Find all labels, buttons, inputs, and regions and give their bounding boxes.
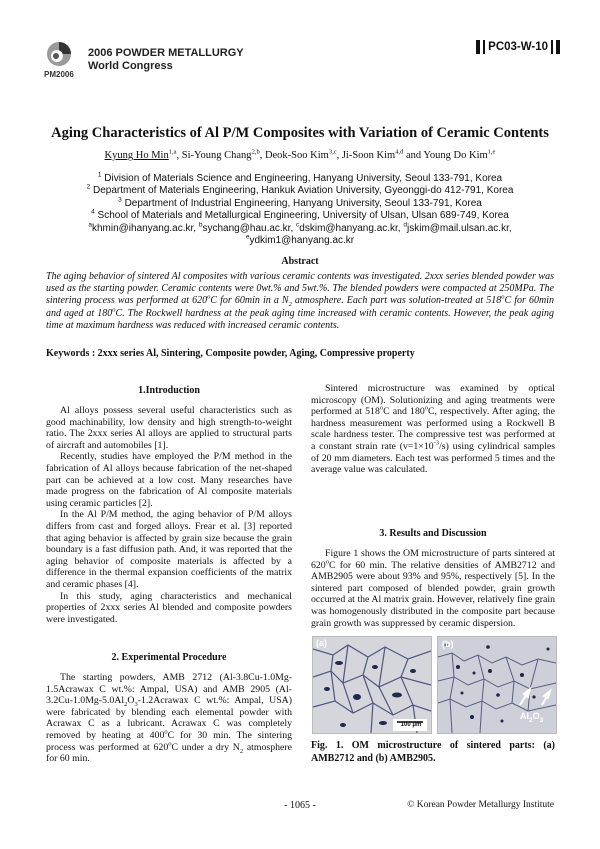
author-name: Ji-Soon Kim <box>341 150 396 161</box>
introduction-heading: 1.Introduction <box>138 385 200 396</box>
paper-title: Aging Characteristics of Al P/M Composites with Variation of Ceramic Contents <box>51 125 549 141</box>
author-name: Kyung Ho Min <box>104 150 169 161</box>
experimental-body: The starting powders, AMB 2712 (Al-3.8Cu-1.0Mg-1.5Acrawax C wt.%: Ampal, USA) and AMB 2905 ($Al-3.2Cu-1.0Mg-5.0Al_2O_3-1.2Acrawax$ C wt.%: Ampal, USA) were fabricated by blending each elemental powder with Acrawax C as a lubricant. Acrawax C was completely removed by heating at 400$^o$C for 30 min. The sintering process was performed at 620$^o$C under a dry $N_2$ atmosphere for 60 min. <box>46 672 292 765</box>
paper-code: PC03-W-10 <box>488 41 548 53</box>
micrograph-a-image <box>313 637 431 733</box>
figure-label-b: (b) <box>442 639 454 649</box>
author-name: Deok-Soo Kim <box>264 150 329 161</box>
email-line: $^a$khmin@ihanyang.ac.kr, $^b$sychang@hau.ac.kr, $^c$dskim@hanyang.ac.kr, $^d$jskim@mail.ulsan.ac.kr, <box>88 221 512 234</box>
author-name: Si-Young Chang <box>181 150 252 161</box>
figure-label-a: (a) <box>316 638 327 648</box>
conference-name: 2006 POWDER METALLURGY World Congress <box>88 47 244 72</box>
paper-code-badge <box>476 40 560 54</box>
micrograph-a <box>312 636 432 734</box>
page-number: - 1065 - <box>284 800 316 811</box>
micrograph-b <box>437 636 557 734</box>
copyright: © Korean Powder Metallurgy Institute <box>407 800 554 810</box>
abstract-text: The aging behavior of sintered Al composites with various ceramic contents was investigated. 2xxx series blended powder was used as the starting powder. Ceramic contents were 0wt.% and 5wt.%. The blended powders were compacted at 250MPa. The sintering process was performed at 620$^o$C for 60min in a $N_2$ atmosphere. Each part was solution-treated at 518$^o$C for 60min and aged at 180$^o$C. The Rockwell hardness at the peak aging time increased with ceramic contents. However, the peak aging time at maximum hardness was reduced with increased ceramic contents. <box>46 271 554 331</box>
procedure-continued: Sintered microstructure was examined by optical microscopy (OM). Solutionizing and aging treatments were performed at 518$^o$C and 180$^o$C, respectively. After aging, the hardness measurement was performed using a Rockwell B scale hardness tester. The compressive test was performed at a constant strain rate $(v=1\times 10^{-3}/s)$ using cylindrical samples of 20 mm diameters. Each test was performed 5 times and the average value was calculated. <box>311 383 556 476</box>
affiliation-line: $^1$ Division of Materials Science and Engineering, Hanyang University, Seoul 133-791, Korea <box>97 171 503 184</box>
figure-caption: Fig. 1. OM microstructure of sintered parts: (a) AMB2712 and (b) AMB2905. <box>311 740 555 764</box>
logo-year: PM2006 <box>44 70 74 79</box>
abstract-heading: Abstract <box>281 256 319 267</box>
author-list: Kyung Ho Min$^{1,a}$, Si-Young Chang$^{2,b}$, Deok-Soo Kim$^{3,c}$, Ji-Soon Kim$^{4,d}$ and Young Do Kim$^{1,e}$ <box>104 148 496 161</box>
al2o3-label: $Al_2O_3$ <box>520 711 544 724</box>
keywords: Keywords : 2xxx series Al, Sintering, Composite powder, Aging, Compressive property <box>46 348 415 359</box>
scale-bar-label: 100 μm <box>400 722 422 728</box>
affiliation-line: $^2$ Department of Materials Engineering, Hankuk Aviation University, Gyeonggi-do 412-791, Korea <box>86 184 514 197</box>
results-body: Figure 1 shows the OM microstructure of parts sintered at 620$^o$C for 60 min. The relative densities of AMB2712 and AMB2905 were about 93% and 95%, respectively [5]. In the sintered part composed of blended powder, grain growth occurred at the Al matrix grain. However, relatively fine grain was homogenously distributed in the composite part because grain growth was suppressed by ceramic dispersion. <box>311 548 555 629</box>
experimental-heading: 2. Experimental Procedure <box>111 652 227 663</box>
affiliation-line: $^4$ School of Materials and Metallurgical Engineering, University of Ulsan, Ulsan 689-749, Korea <box>91 208 509 222</box>
introduction-body: Al alloys possess several useful characteristics such as good machinability, low density and high strength-to-weight ratio. The 2xxx series Al alloys are applied to structural parts of aircraft and automobiles [1]. Recently, studies have employed the P/M method in the fabrication of Al alloys because fabrication of the net-shaped part can be achieved at a low cost. Many researches have made progress on the fabrication of Al composite materials using ceramic particles [2]. In the Al P/M method, the aging behavior of P/M alloys differs from cast and forged alloys. Frear et al. [3] reported that aging behavior is affected by grain size because the grain boundary is a fast diffusion path. And, it was reported that the aging behavior of composite materials is affected by a difference in the thermal expansion coefficients of the matrix and ceramic phases [4]. In this study, aging characteristics and mechanical properties of 2xxx series Al blended and composite powders were investigated. <box>46 405 292 625</box>
pm2006-logo-icon <box>44 40 74 72</box>
email-line: $^e$ydkim1@hanyang.ac.kr <box>245 233 355 247</box>
affiliation-line: $^3$ Department of Industrial Engineering, Hanyang University, Seoul 133-791, Korea <box>118 196 482 209</box>
results-heading: 3. Results and Discussion <box>379 528 487 539</box>
author-name: Young Do Kim <box>423 150 488 161</box>
affiliations <box>0 173 600 247</box>
